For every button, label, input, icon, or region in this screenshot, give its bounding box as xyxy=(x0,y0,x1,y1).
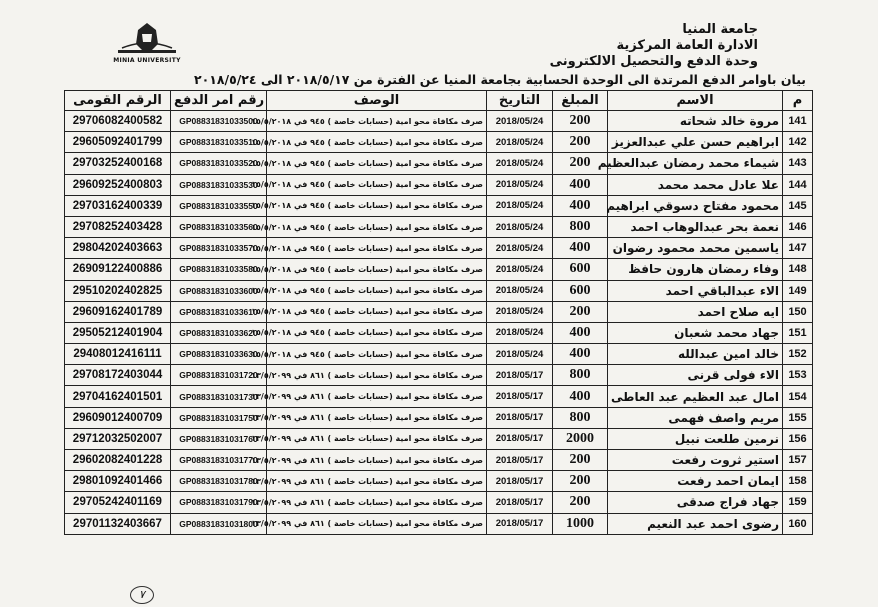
cell-date: 2018/05/24 xyxy=(487,111,553,132)
cell-num: 146 xyxy=(783,216,813,237)
cell-nid: 29701132403667 xyxy=(65,513,171,534)
department-name: الادارة العامة المركزية xyxy=(616,38,758,53)
cell-desc: صرف مكافاة محو امية (حسابات خاصة ) ٩٤٥ في ١٥/٥/٢٠١٨ xyxy=(267,153,487,174)
cell-desc: صرف مكافاة محو امية (حسابات خاصة ) ٩٤٥ في ١٥/٥/٢٠١٨ xyxy=(267,238,487,259)
col-header-desc: الوصف xyxy=(267,91,487,111)
cell-num: 141 xyxy=(783,111,813,132)
cell-date: 2018/05/17 xyxy=(487,407,553,428)
cell-nid: 29605092401799 xyxy=(65,132,171,153)
cell-nid: 29609162401789 xyxy=(65,301,171,322)
cell-name: رضوى احمد عبد النعيم xyxy=(608,513,783,534)
cell-name: ياسمين محمد محمود رضوان xyxy=(608,238,783,259)
cell-amount: 400 xyxy=(553,344,608,365)
cell-date: 2018/05/24 xyxy=(487,153,553,174)
cell-amount: 600 xyxy=(553,280,608,301)
cell-num: 159 xyxy=(783,492,813,513)
cell-amount: 600 xyxy=(553,259,608,280)
table-row xyxy=(65,132,813,153)
table-row xyxy=(65,322,813,343)
cell-amount: 400 xyxy=(553,195,608,216)
pharaoh-head-icon xyxy=(112,20,182,56)
cell-desc: صرف مكافاة محو امية (حسابات خاصة ) ٩٤٥ في ١٥/٥/٢٠١٨ xyxy=(267,280,487,301)
table-row xyxy=(65,259,813,280)
cell-nid: 29602082401228 xyxy=(65,450,171,471)
logo-label: MINIA UNIVERSITY xyxy=(113,57,181,64)
cell-desc: صرف مكافاة محو امية (حسابات خاصة ) ٩٤٥ في ١٥/٥/٢٠١٨ xyxy=(267,322,487,343)
cell-amount: 1000 xyxy=(553,513,608,534)
cell-date: 2018/05/17 xyxy=(487,428,553,449)
cell-date: 2018/05/17 xyxy=(487,513,553,534)
cell-date: 2018/05/17 xyxy=(487,450,553,471)
cell-ref: GP08831831033510 xyxy=(171,132,267,153)
cell-desc: صرف مكافاة محو امية (حسابات خاصة ) ٩٤٥ في ١٥/٥/٢٠١٨ xyxy=(267,174,487,195)
table-row xyxy=(65,238,813,259)
university-logo xyxy=(112,20,182,64)
cell-name: مريم واصف فهمى xyxy=(608,407,783,428)
cell-desc: صرف مكافاة محو امية (حسابات خاصة ) ٨٦١ في ١٣/٥/٢٠٩٩ xyxy=(267,365,487,386)
table-row xyxy=(65,111,813,132)
cell-amount: 200 xyxy=(553,450,608,471)
cell-nid: 26909122400886 xyxy=(65,259,171,280)
cell-desc: صرف مكافاة محو امية (حسابات خاصة ) ٩٤٥ في ١٥/٥/٢٠١٨ xyxy=(267,259,487,280)
cell-name: استير ثروت رفعت xyxy=(608,450,783,471)
cell-ref: GP08831831033560 xyxy=(171,216,267,237)
cell-num: 147 xyxy=(783,238,813,259)
table-row xyxy=(65,301,813,322)
cell-date: 2018/05/17 xyxy=(487,492,553,513)
table-row xyxy=(65,195,813,216)
cell-amount: 800 xyxy=(553,407,608,428)
cell-name: ايمان احمد رفعت xyxy=(608,471,783,492)
cell-name: شيماء محمد رمضان عبدالعظيم xyxy=(608,153,783,174)
cell-nid: 29712032502007 xyxy=(65,428,171,449)
cell-num: 151 xyxy=(783,322,813,343)
cell-desc: صرف مكافاة محو امية (حسابات خاصة ) ٨٦١ في ١٣/٥/٢٠٩٩ xyxy=(267,407,487,428)
table-row xyxy=(65,216,813,237)
cell-desc: صرف مكافاة محو امية (حسابات خاصة ) ٩٤٥ في ١٥/٥/٢٠١٨ xyxy=(267,344,487,365)
cell-name: نرمين طلعت نبيل xyxy=(608,428,783,449)
table-row xyxy=(65,492,813,513)
cell-num: 156 xyxy=(783,428,813,449)
cell-ref: GP08831831033610 xyxy=(171,301,267,322)
cell-nid: 29804202403663 xyxy=(65,238,171,259)
cell-ref: GP08831831031780 xyxy=(171,471,267,492)
payments-table xyxy=(64,90,813,535)
table-row xyxy=(65,407,813,428)
col-header-name: الاسم xyxy=(608,91,783,111)
cell-ref: GP08831831033520 xyxy=(171,153,267,174)
document-title: بيان باوامر الدفع المرتدة الى الوحدة الحسابية بجامعة المنيا عن الفترة من ٢٠١٨/٥/١٧ الى ٢٠١٨/٥/٢٤ xyxy=(194,72,806,87)
document-header xyxy=(550,22,758,70)
table-row xyxy=(65,513,813,534)
cell-desc: صرف مكافاة محو امية (حسابات خاصة ) ٨٦١ في ١٣/٥/٢٠٩٩ xyxy=(267,492,487,513)
university-name: جامعة المنيا xyxy=(682,22,758,37)
cell-num: 142 xyxy=(783,132,813,153)
cell-amount: 200 xyxy=(553,492,608,513)
cell-desc: صرف مكافاة محو امية (حسابات خاصة ) ٩٤٥ في ١٥/٥/٢٠١٨ xyxy=(267,216,487,237)
col-header-ref: رقم امر الدفع xyxy=(171,91,267,111)
cell-name: محمود مفتاح دسوقي ابراهيم xyxy=(608,195,783,216)
table-row xyxy=(65,386,813,407)
table-row xyxy=(65,174,813,195)
table-header-row xyxy=(65,91,813,111)
cell-name: وفاء رمضان هارون حافظ xyxy=(608,259,783,280)
cell-name: ابراهيم حسن علي عبدالعزيز xyxy=(608,132,783,153)
cell-amount: 400 xyxy=(553,238,608,259)
cell-name: علا عادل محمد محمد xyxy=(608,174,783,195)
cell-ref: GP08831831033500 xyxy=(171,111,267,132)
cell-num: 155 xyxy=(783,407,813,428)
cell-num: 152 xyxy=(783,344,813,365)
table-row xyxy=(65,428,813,449)
cell-date: 2018/05/24 xyxy=(487,301,553,322)
cell-nid: 29609252400803 xyxy=(65,174,171,195)
cell-ref: GP08831831033570 xyxy=(171,238,267,259)
cell-nid: 29704162401501 xyxy=(65,386,171,407)
cell-name: الاء فولى قرنى xyxy=(608,365,783,386)
cell-date: 2018/05/24 xyxy=(487,344,553,365)
cell-nid: 29703252400168 xyxy=(65,153,171,174)
cell-amount: 400 xyxy=(553,174,608,195)
cell-ref: GP08831831031770 xyxy=(171,450,267,471)
unit-name: وحدة الدفع والتحصيل الالكترونى xyxy=(549,54,758,69)
cell-date: 2018/05/24 xyxy=(487,238,553,259)
cell-ref: GP08831831031720 xyxy=(171,365,267,386)
col-header-amount: المبلغ xyxy=(553,91,608,111)
cell-amount: 200 xyxy=(553,153,608,174)
cell-date: 2018/05/17 xyxy=(487,471,553,492)
cell-date: 2018/05/24 xyxy=(487,195,553,216)
cell-num: 154 xyxy=(783,386,813,407)
table-row xyxy=(65,450,813,471)
cell-desc: صرف مكافاة محو امية (حسابات خاصة ) ٨٦١ في ١٣/٥/٢٠٩٩ xyxy=(267,450,487,471)
table-row xyxy=(65,280,813,301)
cell-amount: 2000 xyxy=(553,428,608,449)
cell-desc: صرف مكافاة محو امية (حسابات خاصة ) ٩٤٥ في ١٥/٥/٢٠١٨ xyxy=(267,132,487,153)
cell-num: 145 xyxy=(783,195,813,216)
cell-desc: صرف مكافاة محو امية (حسابات خاصة ) ٩٤٥ في ١٥/٥/٢٠١٨ xyxy=(267,111,487,132)
table-row xyxy=(65,471,813,492)
cell-num: 148 xyxy=(783,259,813,280)
cell-nid: 29505212401904 xyxy=(65,322,171,343)
cell-name: جهاد فراج صدقى xyxy=(608,492,783,513)
cell-ref: GP08831831033580 xyxy=(171,259,267,280)
cell-name: مروة خالد شحاته xyxy=(608,111,783,132)
cell-amount: 200 xyxy=(553,301,608,322)
cell-ref: GP08831831033620 xyxy=(171,322,267,343)
cell-num: 144 xyxy=(783,174,813,195)
cell-amount: 800 xyxy=(553,216,608,237)
col-header-date: التاريخ xyxy=(487,91,553,111)
cell-name: جهاد محمد شعبان xyxy=(608,322,783,343)
cell-num: 143 xyxy=(783,153,813,174)
cell-ref: GP08831831031790 xyxy=(171,492,267,513)
cell-date: 2018/05/17 xyxy=(487,386,553,407)
cell-desc: صرف مكافاة محو امية (حسابات خاصة ) ٨٦١ في ١٣/٥/٢٠٩٩ xyxy=(267,471,487,492)
cell-desc: صرف مكافاة محو امية (حسابات خاصة ) ٩٤٥ في ١٥/٥/٢٠١٨ xyxy=(267,195,487,216)
cell-ref: GP08831831033530 xyxy=(171,174,267,195)
cell-date: 2018/05/24 xyxy=(487,322,553,343)
cell-num: 149 xyxy=(783,280,813,301)
col-header-nid: الرقم القومى xyxy=(65,91,171,111)
cell-name: نعمة بحر عبدالوهاب احمد xyxy=(608,216,783,237)
cell-nid: 29708172403044 xyxy=(65,365,171,386)
cell-ref: GP08831831031730 xyxy=(171,386,267,407)
cell-desc: صرف مكافاة محو امية (حسابات خاصة ) ٨٦١ في ١٣/٥/٢٠٩٩ xyxy=(267,386,487,407)
cell-ref: GP08831831031800 xyxy=(171,513,267,534)
cell-date: 2018/05/24 xyxy=(487,132,553,153)
cell-date: 2018/05/24 xyxy=(487,216,553,237)
cell-ref: GP08831831033550 xyxy=(171,195,267,216)
cell-amount: 200 xyxy=(553,111,608,132)
cell-name: الاء عبدالباقي احمد xyxy=(608,280,783,301)
page-number-mark: ٧ xyxy=(130,586,154,604)
cell-amount: 800 xyxy=(553,365,608,386)
cell-nid: 29408012416111 xyxy=(65,344,171,365)
cell-nid: 29706082400582 xyxy=(65,111,171,132)
cell-name: ايه صلاح احمد xyxy=(608,301,783,322)
cell-date: 2018/05/24 xyxy=(487,280,553,301)
cell-ref: GP08831831031760 xyxy=(171,428,267,449)
cell-num: 158 xyxy=(783,471,813,492)
col-header-num: م xyxy=(783,91,813,111)
cell-ref: GP08831831033630 xyxy=(171,344,267,365)
cell-amount: 400 xyxy=(553,322,608,343)
cell-amount: 200 xyxy=(553,471,608,492)
cell-desc: صرف مكافاة محو امية (حسابات خاصة ) ٨٦١ في ١٣/٥/٢٠٩٩ xyxy=(267,513,487,534)
cell-ref: GP08831831031750 xyxy=(171,407,267,428)
table-row xyxy=(65,344,813,365)
cell-nid: 29801092401466 xyxy=(65,471,171,492)
cell-nid: 29510202402825 xyxy=(65,280,171,301)
cell-nid: 29705242401169 xyxy=(65,492,171,513)
cell-name: امال عبد العظيم عبد العاطى xyxy=(608,386,783,407)
cell-nid: 29703162400339 xyxy=(65,195,171,216)
cell-amount: 200 xyxy=(553,132,608,153)
cell-desc: صرف مكافاة محو امية (حسابات خاصة ) ٩٤٥ في ١٥/٥/٢٠١٨ xyxy=(267,301,487,322)
cell-desc: صرف مكافاة محو امية (حسابات خاصة ) ٨٦١ في ١٣/٥/٢٠٩٩ xyxy=(267,428,487,449)
cell-amount: 400 xyxy=(553,386,608,407)
cell-name: خالد امين عبدالله xyxy=(608,344,783,365)
table-row xyxy=(65,153,813,174)
cell-nid: 29609012400709 xyxy=(65,407,171,428)
cell-num: 150 xyxy=(783,301,813,322)
cell-nid: 29708252403428 xyxy=(65,216,171,237)
table-row xyxy=(65,365,813,386)
cell-ref: GP08831831033600 xyxy=(171,280,267,301)
cell-num: 153 xyxy=(783,365,813,386)
cell-num: 160 xyxy=(783,513,813,534)
cell-date: 2018/05/24 xyxy=(487,259,553,280)
cell-num: 157 xyxy=(783,450,813,471)
cell-date: 2018/05/24 xyxy=(487,174,553,195)
cell-date: 2018/05/17 xyxy=(487,365,553,386)
